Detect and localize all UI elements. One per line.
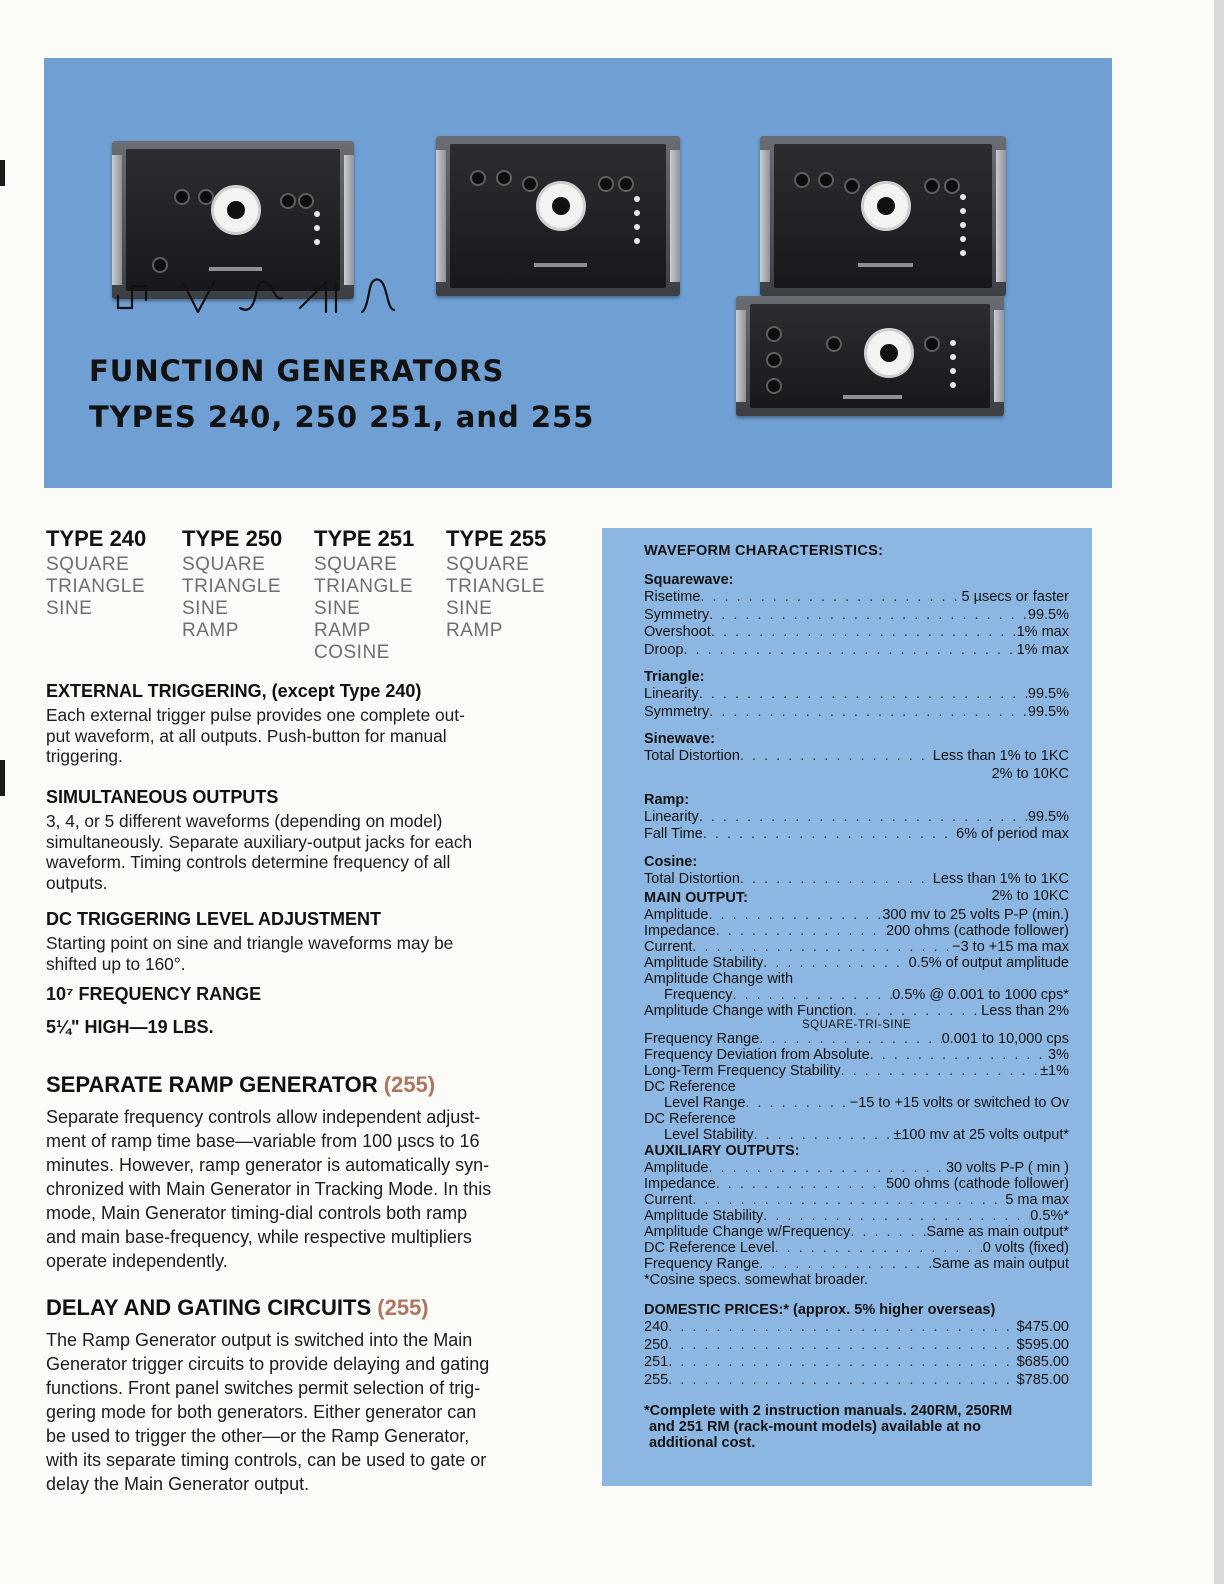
section-body bbox=[46, 811, 546, 893]
spec-row: Amplitude . . . 300 mv to 25 volts P-P (min.) bbox=[644, 907, 1069, 923]
body-line: delay the Main Generator output. bbox=[46, 1474, 310, 1494]
heading-text: DELAY AND GATING CIRCUITS bbox=[46, 1295, 372, 1320]
spec-continuation: 2% to 10KC bbox=[991, 765, 1069, 782]
spec-row: Amplitude Change with Function . . . Less than 2% bbox=[644, 1003, 1069, 1019]
title-line-2: TYPES 240, 250 251, and 255 bbox=[89, 400, 595, 434]
spec-row: Symmetry . . . 99.5% bbox=[644, 704, 1069, 722]
price-row: 250 . . . $595.00 bbox=[644, 1337, 1069, 1355]
body-line: Generator trigger circuits to provide delaying and gating bbox=[46, 1354, 490, 1374]
section-heading: EXTERNAL TRIGGERING, (except Type 240) bbox=[46, 681, 422, 701]
spec-row: Amplitude Change w/Frequency . . . Same as main output* bbox=[644, 1224, 1069, 1240]
binding-mark bbox=[0, 160, 5, 186]
footnote-line: and 251 RM (rack-mount models) available at no bbox=[649, 1419, 981, 1435]
section-body bbox=[46, 705, 546, 767]
spec-row: Total Distortion . . . Less than 1% to 1KC bbox=[644, 748, 1069, 766]
waveform-item: SINE bbox=[182, 598, 229, 619]
spec-row: Overshoot . . . 1% max bbox=[644, 624, 1069, 642]
waveform-item: SINE bbox=[446, 598, 493, 619]
section-heading bbox=[46, 1294, 546, 1322]
spec-row: Impedance . . . 500 ohms (cathode follower) bbox=[644, 1176, 1069, 1192]
waveform-item: TRIANGLE bbox=[182, 576, 282, 597]
spec-row: Symmetry . . . 99.5% bbox=[644, 607, 1069, 625]
spec-row: Current . . . −3 to +15 ma max bbox=[644, 939, 1069, 955]
spec-label: Amplitude Change with bbox=[644, 971, 794, 987]
body-line: chronized with Main Generator in Tracking Mode. In this bbox=[46, 1179, 492, 1199]
body-line: put waveform, at all outputs. Push-button for manual bbox=[46, 725, 447, 746]
waveform-item: TRIANGLE bbox=[446, 576, 546, 597]
spec-row: Amplitude . . . 30 volts P-P ( min ) bbox=[644, 1160, 1069, 1176]
cosine-wave-icon bbox=[362, 279, 394, 312]
sine-wave-icon bbox=[240, 282, 282, 310]
waveform-item: RAMP bbox=[182, 620, 239, 641]
function-generator-photo-251 bbox=[760, 136, 1006, 296]
waveform-item: SINE bbox=[46, 598, 93, 619]
body-line: gering mode for both generators. Either generator can bbox=[46, 1402, 477, 1422]
waveform-item: SQUARE bbox=[314, 554, 398, 575]
type-251-column bbox=[314, 526, 444, 664]
size-weight-text: 5¼" HIGH—19 LBS. bbox=[46, 1017, 214, 1037]
model-tag: (255) bbox=[383, 1072, 436, 1097]
binding-mark bbox=[0, 760, 5, 796]
body-line: triggering. bbox=[46, 746, 123, 766]
body-line: with its separate timing controls, can be used to gate or bbox=[46, 1450, 487, 1470]
body-line: 3, 4, or 5 different waveforms (depending on model) bbox=[46, 811, 443, 831]
spec-row: Long-Term Frequency Stability . . . ±1% bbox=[644, 1063, 1069, 1079]
waveform-item: TRIANGLE bbox=[314, 576, 414, 597]
footnote-line: *Complete with 2 instruction manuals. 240RM, 250RM bbox=[644, 1403, 1013, 1419]
heading-text: SEPARATE RAMP GENERATOR bbox=[46, 1072, 378, 1097]
price-row: 240 . . . $475.00 bbox=[644, 1319, 1069, 1337]
aux-output-heading: AUXILIARY OUTPUTS: bbox=[644, 1143, 800, 1159]
spec-row: Linearity . . . 99.5% bbox=[644, 686, 1069, 704]
cosine-footnote: *Cosine specs. somewhat broader. bbox=[644, 1272, 869, 1288]
body-line: The Ramp Generator output is switched into the Main bbox=[46, 1330, 473, 1350]
prices-heading: DOMESTIC PRICES:* (approx. 5% higher overseas) bbox=[644, 1302, 996, 1318]
instruction-manual-footnote bbox=[644, 1403, 1069, 1451]
type-heading: TYPE 250 bbox=[182, 526, 283, 551]
section-heading: DC TRIGGERING LEVEL ADJUSTMENT bbox=[46, 909, 382, 929]
spec-row: DC Reference Level . . . 0 volts (fixed) bbox=[644, 1240, 1069, 1256]
price-row: 255 . . . $785.00 bbox=[644, 1372, 1069, 1390]
price-row: 251 . . . $685.00 bbox=[644, 1354, 1069, 1372]
spec-row: Fall Time . . . 6% of period max bbox=[644, 826, 1069, 844]
type-240-column bbox=[46, 526, 176, 620]
waveform-item: RAMP bbox=[446, 620, 503, 641]
spec-row: Level Range . . . −15 to +15 volts or switched to Ov bbox=[644, 1095, 1069, 1111]
sinewave-heading: Sinewave: bbox=[644, 731, 715, 747]
spec-row: Total Distortion . . . Less than 1% to 1KC bbox=[644, 871, 1069, 889]
spec-row: Impedance . . . 200 ohms (cathode follower) bbox=[644, 923, 1069, 939]
section-body bbox=[46, 933, 546, 974]
type-heading: TYPE 255 bbox=[446, 526, 547, 551]
spec-heading: WAVEFORM CHARACTERISTICS: bbox=[644, 543, 884, 559]
waveform-item: SQUARE bbox=[446, 554, 530, 575]
body-line: Starting point on sine and triangle waveforms may be bbox=[46, 933, 454, 953]
model-tag: (255) bbox=[377, 1295, 429, 1320]
body-line: Separate frequency controls allow independent adjust- bbox=[46, 1107, 481, 1127]
type-250-column bbox=[182, 526, 312, 642]
section-body bbox=[46, 1328, 546, 1496]
body-line: waveform. Timing controls determine frequency of all bbox=[46, 852, 451, 872]
spec-row: Droop . . . 1% max bbox=[644, 642, 1069, 660]
body-line: Each external trigger pulse provides one complete out- bbox=[46, 705, 465, 725]
section-heading: SIMULTANEOUS OUTPUTS bbox=[46, 787, 279, 807]
type-heading: TYPE 240 bbox=[46, 526, 147, 551]
footnote-line: additional cost. bbox=[649, 1435, 756, 1451]
type-heading: TYPE 251 bbox=[314, 526, 415, 551]
spec-label: DC Reference bbox=[644, 1111, 736, 1127]
function-generator-photo-255 bbox=[736, 296, 1004, 416]
body-line: and main base-frequency, while respective multipliers bbox=[46, 1227, 472, 1247]
section-body bbox=[46, 1105, 546, 1273]
spec-row: Frequency Range . . . Same as main output bbox=[644, 1256, 1069, 1272]
body-line: minutes. However, ramp generator is automatically syn- bbox=[46, 1155, 490, 1175]
body-line: ment of ramp time base—variable from 100 µscs to 16 bbox=[46, 1131, 480, 1151]
simultaneous-outputs-section bbox=[46, 786, 546, 893]
waveform-item: SQUARE bbox=[182, 554, 266, 575]
waveform-icons bbox=[114, 270, 414, 322]
body-line: simultaneously. Separate auxiliary-output jacks for each bbox=[46, 831, 473, 852]
spec-row: Amplitude Stability . . . 0.5%* bbox=[644, 1208, 1069, 1224]
triangle-wave-icon bbox=[184, 282, 214, 312]
spec-row: Amplitude Stability . . . 0.5% of output amplitude bbox=[644, 955, 1069, 971]
ramp-generator-section bbox=[46, 1071, 546, 1273]
body-line: functions. Front panel switches permit selection of trig- bbox=[46, 1378, 481, 1398]
triangle-heading: Triangle: bbox=[644, 669, 705, 685]
ramp-wave-icon bbox=[300, 282, 336, 312]
spec-row: Risetime . . . 5 µsecs or faster bbox=[644, 589, 1069, 607]
squarewave-heading: Squarewave: bbox=[644, 572, 734, 588]
waveform-item: RAMP bbox=[314, 620, 371, 641]
spec-row: Linearity . . . 99.5% bbox=[644, 809, 1069, 827]
spec-row: Frequency Range . . . 0.001 to 10,000 cps bbox=[644, 1031, 1069, 1047]
waveform-item: COSINE bbox=[314, 642, 390, 663]
external-triggering-section bbox=[46, 680, 546, 767]
square-wave-icon bbox=[118, 286, 146, 308]
spec-label: DC Reference bbox=[644, 1079, 736, 1095]
waveform-item: TRIANGLE bbox=[46, 576, 146, 597]
cosine-heading: Cosine: bbox=[644, 853, 698, 870]
body-line: be used to trigger the other—or the Ramp Generator, bbox=[46, 1426, 470, 1446]
dc-triggering-section bbox=[46, 908, 546, 974]
spec-row: Current . . . 5 ma max bbox=[644, 1192, 1069, 1208]
body-line: outputs. bbox=[46, 872, 108, 893]
type-255-column bbox=[446, 526, 576, 642]
body-line: mode, Main Generator timing-dial controls both ramp bbox=[46, 1203, 468, 1223]
spec-row: Frequency . . . 0.5% @ 0.001 to 1000 cps* bbox=[644, 987, 1069, 1003]
page-title bbox=[89, 348, 594, 440]
main-output-heading: MAIN OUTPUT: bbox=[644, 890, 748, 906]
spec-continuation: 2% to 10KC bbox=[991, 888, 1069, 904]
title-line-1: FUNCTION GENERATORS bbox=[89, 354, 505, 388]
body-line: operate independently. bbox=[46, 1251, 228, 1271]
body-line: shifted up to 160°. bbox=[46, 953, 186, 974]
frequency-range-text: 10⁷ FREQUENCY RANGE bbox=[46, 984, 262, 1004]
hero-banner bbox=[44, 58, 1112, 488]
delay-gating-section bbox=[46, 1294, 546, 1496]
section-heading bbox=[46, 1071, 546, 1099]
frequency-range-line bbox=[46, 983, 546, 1005]
spec-row: Level Stability . . . ±100 mv at 25 volts output* bbox=[644, 1127, 1069, 1143]
ramp-heading: Ramp: bbox=[644, 791, 690, 808]
function-generator-photo-250 bbox=[436, 136, 680, 296]
spec-row: Frequency Deviation from Absolute . . . 3% bbox=[644, 1047, 1069, 1063]
size-weight-line bbox=[46, 1016, 546, 1038]
scan-edge bbox=[1214, 0, 1224, 1584]
waveform-item: SINE bbox=[314, 598, 361, 619]
specifications-panel bbox=[602, 528, 1092, 1486]
waveform-item: SQUARE bbox=[46, 554, 130, 575]
spec-subnote: SQUARE-TRI-SINE bbox=[801, 1019, 912, 1031]
